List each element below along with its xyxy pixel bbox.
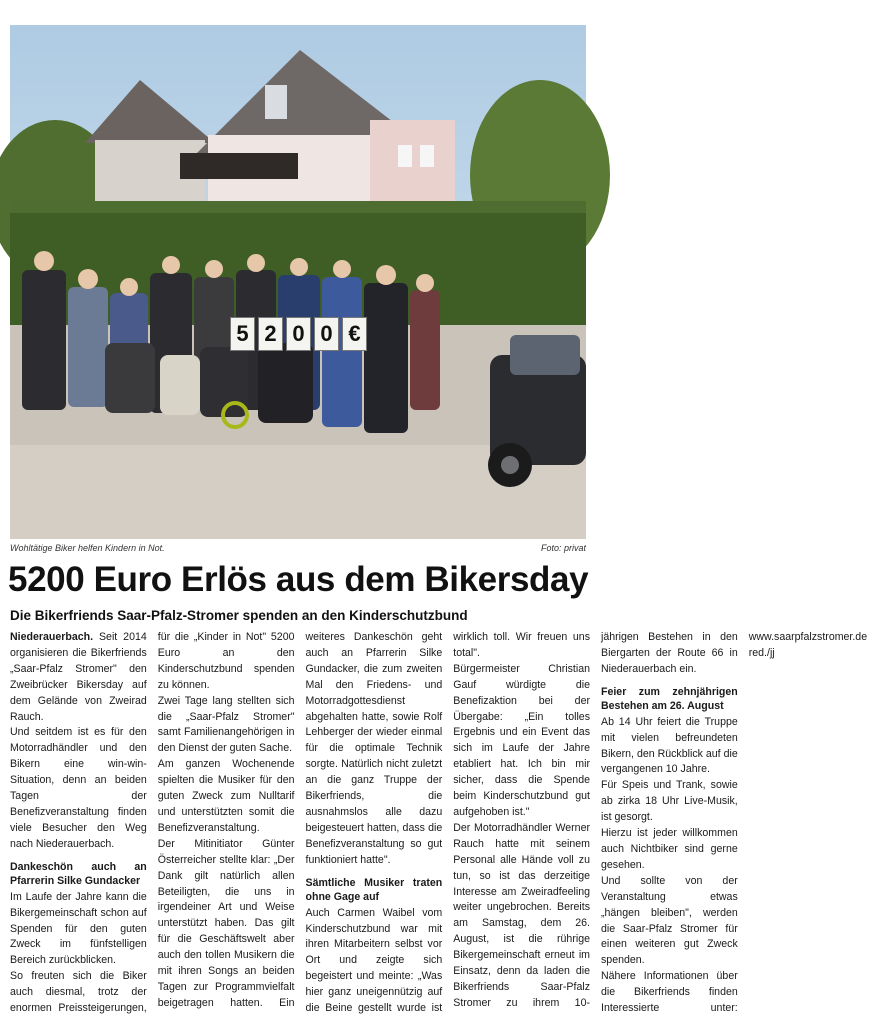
paragraph: Ab 14 Uhr feiert die Truppe mit vielen befreundeten Bikern, den Rückblick auf die vergangenen 10 Jahre.: [601, 715, 738, 776]
paragraph: Auch Carmen Waibel vom Kinderschutzbund war mit ihren Mitarbeitern selbst vor Ort und zeigte sich begeistert und meinte: „Was hier ganz uneigennützig auf die Beine gestellt wurde ist wirklich toll. Wir freuen uns total".: [305, 631, 590, 1015]
paragraph: Und sollte von der Veranstaltung etwas „hängen bleiben", werden die Saar-Pfalz Stromer für einen weiteren gut Zweck spenden.: [601, 874, 738, 967]
paragraph: Der Motorradhändler Werner Rauch hatte mit seinem Personal alle Hände voll zu tun, so ist das derzeitige Interesse am Zweiradfeeling weiter ungebrochen. Bereits am Samstag, dem 26. August, ist die rührige Bikergemeinschaft erneut im Einsatz, denn da laden die Bikerfriends Saar-Pfalz Stromer zu ihrem 10-jährigen Bestehen in den Biergarten der Route 66 in Niederauerbach ein.: [453, 631, 738, 1009]
paragraph: Hierzu ist jeder willkommen auch Nichtbiker sind gerne gesehen.: [601, 827, 738, 871]
paragraph: Der Mitinitiator Günter Österreicher stellte klar: „Der Dank gilt natürlich allen Beteiligten, die uns in irgendeiner Art und Weise unterstützt haben. Das gilt für die Geschäftswelt aber auch den tollen Musikern die mit ihren Songs an beiden Tagen zur Programmvielfalt beigetragen hatten. Ein weiteres Dankeschön geht auch an Pfarrerin Silke Gundacker, die zum zweiten Mal den Friedens- und Motorradgottesdienst abgehalten hatte, sowie Rolf Lehberger der wieder einmal für die optimale Technik sorgte. Natürlich nicht zuletzt an die ganz Truppe der Bikerfriends, die ausnahmslos alle dazu beigesteuert hatten, dass die Benefizveranstaltung so gut funktioniert hatte".: [157, 631, 443, 1009]
paragraph: Am ganzen Wochenende spielten die Musiker für den guten Zweck zum Nulltarif und unterstützten somit die Benefizveranstaltung.: [157, 758, 295, 834]
article-body: [10, 630, 868, 1022]
paragraph: Zwei Tage lang stellten sich die „Saar-Pfalz Stromer" samt Familienangehörigen in den Dienst der guten Sache.: [157, 694, 295, 755]
dateline: Niederauerbach.: [10, 631, 94, 643]
article-photo: [10, 25, 586, 539]
paragraph: So freuten sich die Biker auch diesmal, trotz der enormen Preissteigerungen, für die „Kinder in Not" 5200 Euro an den Kinderschutzbund spenden zu können.: [10, 631, 295, 1015]
donation-signs: [230, 317, 367, 351]
paragraph-text: Seit 2014 organisieren die Bikerfriends „Saar-Pfalz Stromer" den Zweibrücker Bikersday auf dem Gelände von Zweirad Rauch.: [10, 631, 147, 723]
paragraph-intro: [10, 630, 147, 725]
subheadline: Die Bikerfriends Saar-Pfalz-Stromer spenden an den Kinderschutzbund: [10, 608, 468, 623]
section-heading: Dankeschön auch an Pfarrerin Silke Gundacker: [10, 860, 147, 887]
section-heading: Sämtliche Musiker traten ohne Gage auf: [305, 876, 443, 903]
photo-caption-bar: [10, 543, 586, 557]
paragraph: Und seitdem ist es für den Motorradhändler und den Bikern eine win-win-Situation, denn an beiden Tagen der Benefizveranstaltung finden viele Besucher den Weg nach Niederauerbach.: [10, 726, 147, 850]
section-heading: Feier zum zehnjährigen Bestehen am 26. August: [601, 685, 738, 712]
paragraph: Nähere Informationen über die Bikerfriends finden Interessierte unter: www.saarpfalzstromer.de red./jj: [601, 631, 868, 1015]
sign-digit-3: 0: [286, 317, 311, 351]
paragraph: Für Speis und Trank, sowie ab zirka 18 Uhr Live-Musik, ist gesorgt.: [601, 779, 738, 824]
headline: 5200 Euro Erlös aus dem Bikersday: [8, 560, 589, 599]
sign-digit-1: 5: [230, 317, 255, 351]
photo-credit: Foto: privat: [540, 543, 586, 553]
paragraph: Im Laufe der Jahre kann die Bikergemeinschaft schon auf Spenden für den guten Zweck im fünfstelligen Bereich zurückblicken.: [10, 890, 147, 967]
group-photo-illustration: [10, 25, 586, 539]
paragraph: Bürgermeister Christian Gauf würdigte die Benefizaktion bei der Übergabe: „Ein tolles Ergebnis und ein Event das sich im Laufe der Jahre etabliert hat. Ich bin mir sicher, dass die Spende beim Kinderschutzbund gut aufgehoben ist.": [453, 662, 590, 818]
sign-digit-4: 0: [314, 317, 339, 351]
sign-digit-2: 2: [258, 317, 283, 351]
sign-euro: €: [342, 317, 367, 351]
photo-caption: Wohltätige Biker helfen Kindern in Not.: [10, 543, 165, 553]
